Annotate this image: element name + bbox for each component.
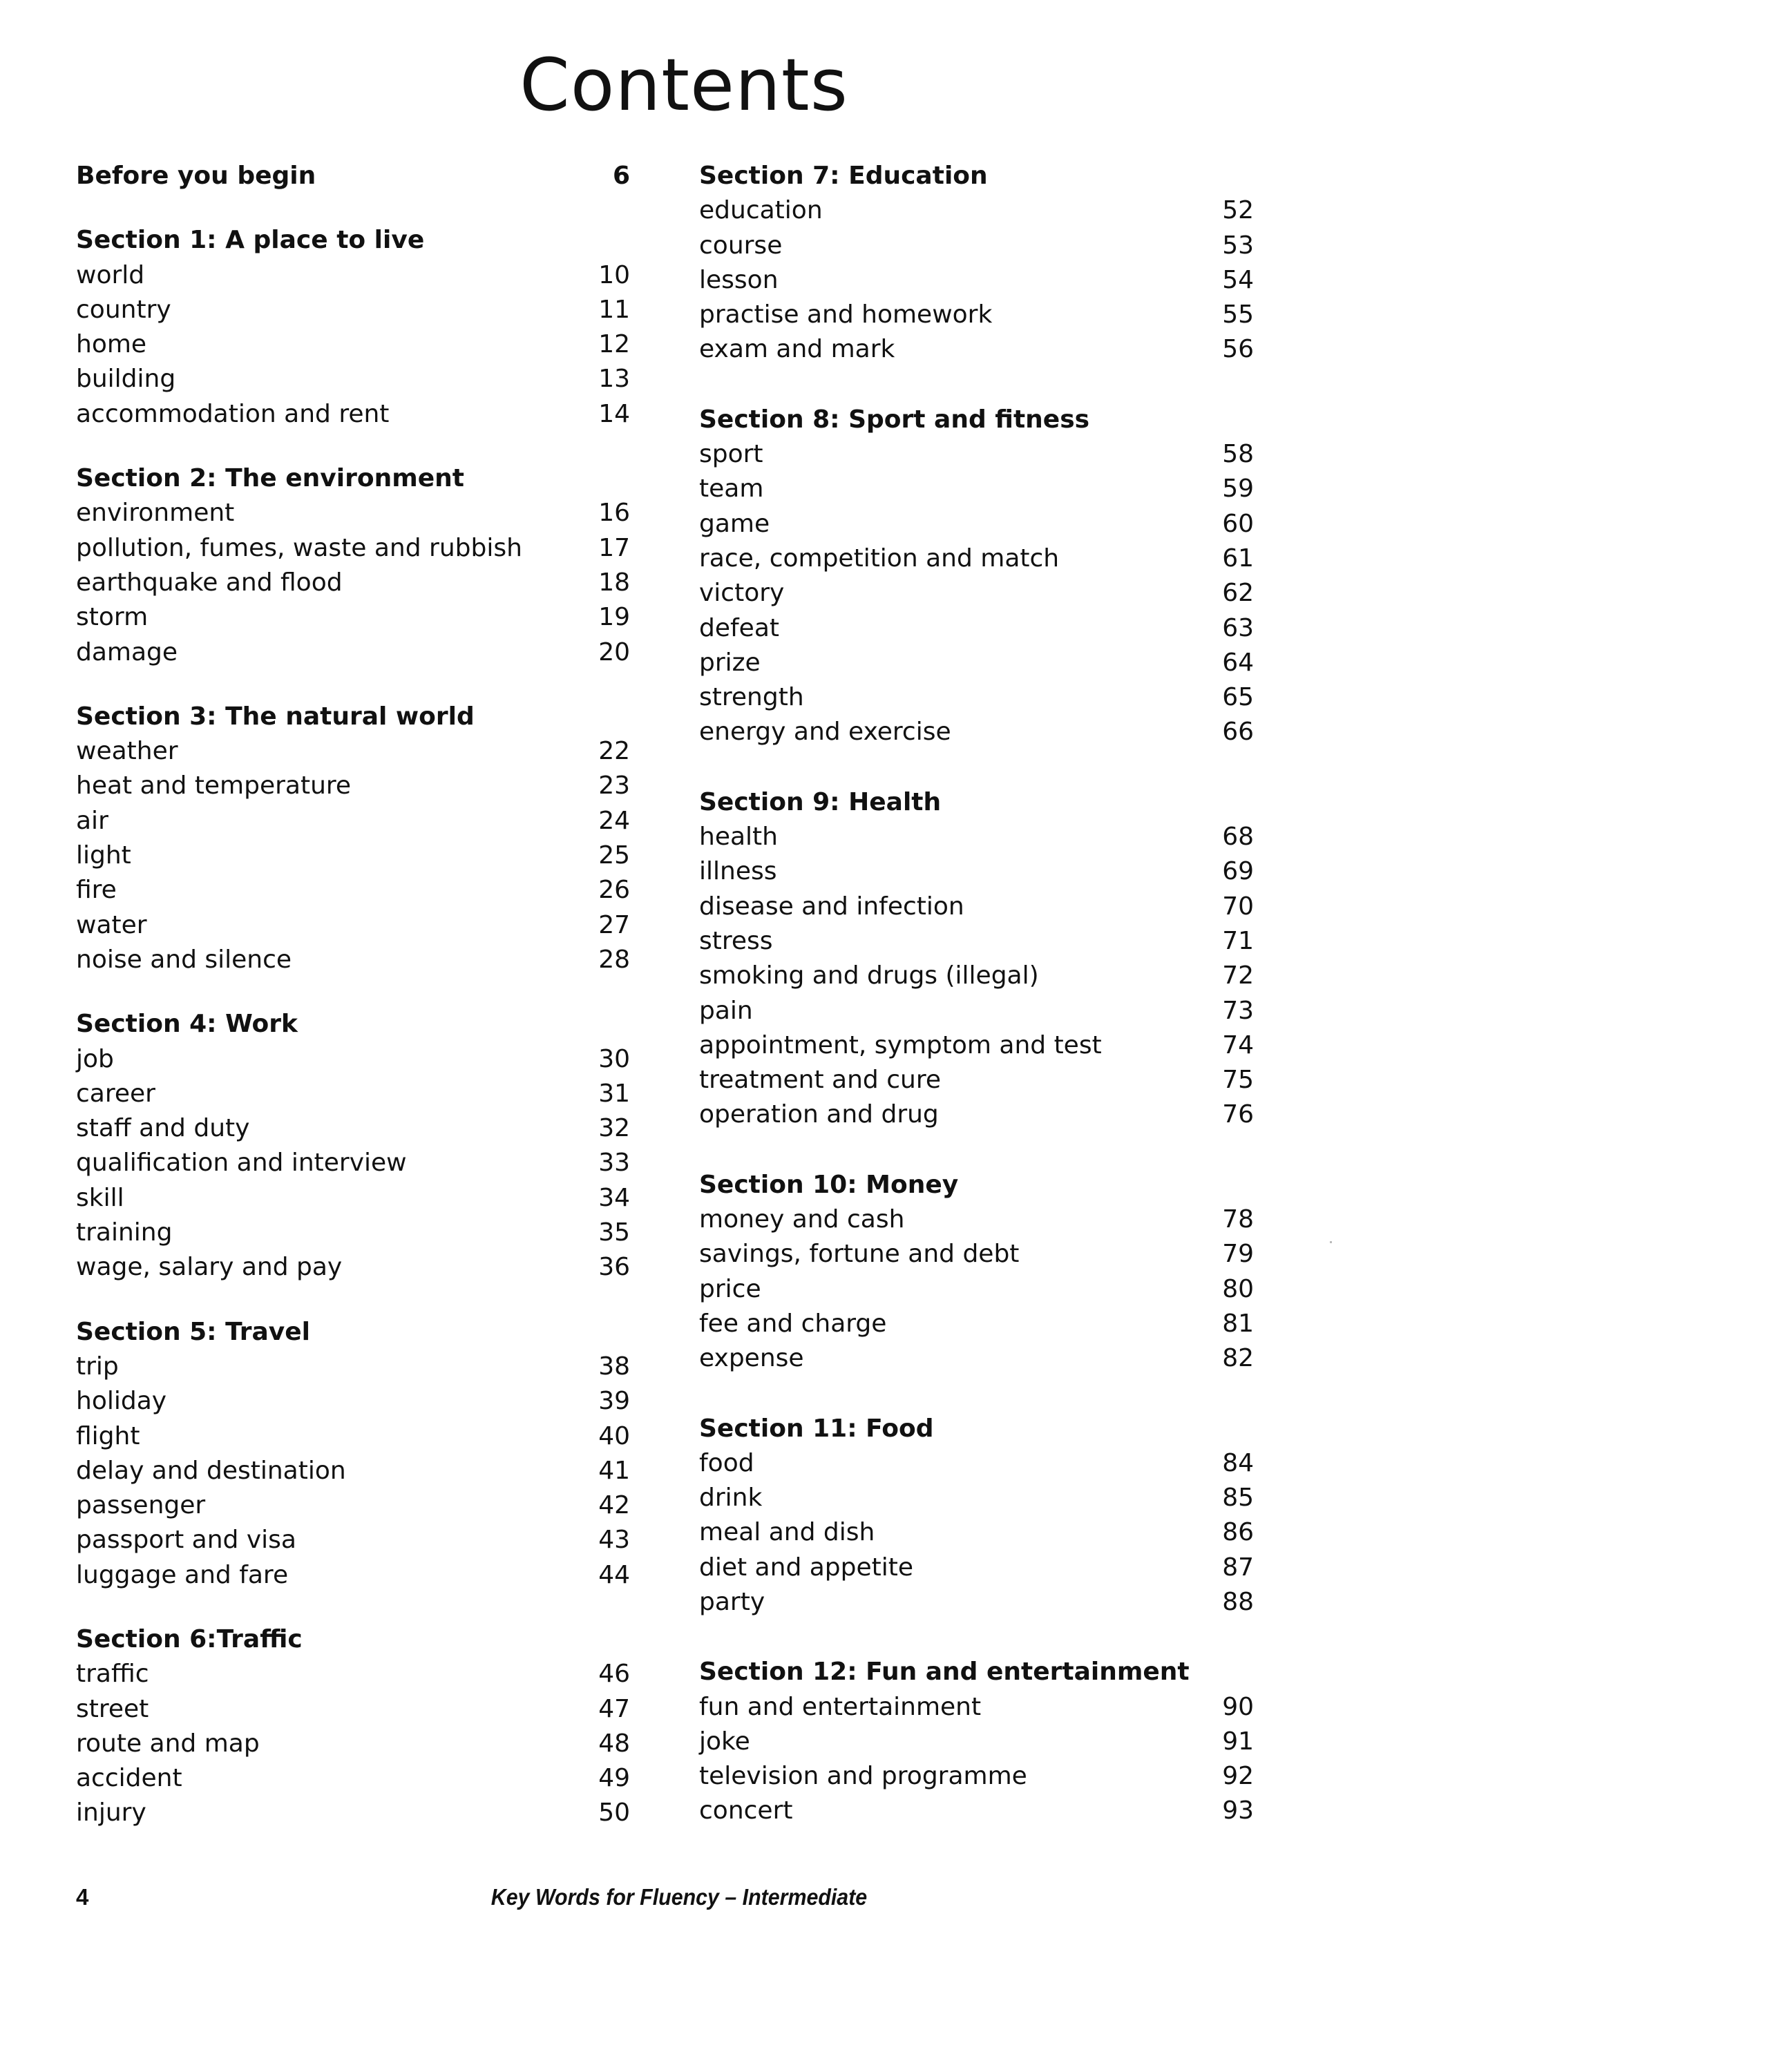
entry-label: holiday [76, 1387, 167, 1416]
toc-entry [76, 397, 630, 432]
entry-label: accommodation and rent [76, 399, 390, 428]
toc-entry [699, 507, 1254, 541]
toc-entry [76, 769, 630, 803]
toc-entry [699, 298, 1254, 332]
entry-label: delay and destination [76, 1456, 346, 1485]
entry-page-number: 41 [598, 1456, 630, 1485]
section-heading-label: Section 12: Fun and entertainment [699, 1658, 1190, 1687]
entry-label: concert [699, 1796, 793, 1825]
entry-page-number: 53 [1222, 231, 1254, 260]
toc-section [76, 1315, 630, 1593]
toc-entry [699, 1307, 1254, 1341]
entry-page-number: 30 [598, 1044, 630, 1073]
toc-section [699, 1655, 1254, 1828]
toc-entry [699, 890, 1254, 924]
section-heading [76, 1315, 630, 1350]
entry-page-number: 87 [1222, 1553, 1254, 1582]
toc-entry [76, 1111, 630, 1146]
toc-section [76, 159, 630, 193]
entry-page-number: 14 [598, 399, 630, 428]
section-heading-label: Before you begin [76, 162, 316, 190]
entry-label: environment [76, 499, 235, 528]
toc-entry [699, 820, 1254, 854]
entry-label: money and cash [699, 1205, 905, 1234]
toc-section [76, 461, 630, 670]
toc-entry [76, 1042, 630, 1077]
entry-page-number: 54 [1222, 265, 1254, 294]
entry-label: job [76, 1044, 114, 1073]
toc-entry [699, 263, 1254, 298]
entry-page-number: 72 [1222, 961, 1254, 990]
section-heading-label: Section 8: Sport and fitness [699, 405, 1090, 434]
entry-page-number: 46 [598, 1660, 630, 1689]
entry-label: course [699, 231, 783, 260]
entry-page-number: 43 [598, 1526, 630, 1555]
entry-page-number: 34 [598, 1183, 630, 1212]
entry-page-number: 31 [598, 1079, 630, 1108]
toc-entry [76, 734, 630, 769]
toc-entry [76, 1454, 630, 1488]
entry-label: injury [76, 1798, 146, 1828]
section-heading-label: Section 7: Education [699, 162, 988, 190]
entry-label: savings, fortune and debt [699, 1240, 1020, 1269]
entry-label: expense [699, 1344, 804, 1373]
entry-page-number: 91 [1222, 1727, 1254, 1756]
section-heading [76, 1007, 630, 1042]
entry-page-number: 44 [598, 1560, 630, 1589]
entry-page-number: 17 [598, 533, 630, 562]
toc-entry [76, 943, 630, 977]
entry-label: pollution, fumes, waste and rubbish [76, 533, 522, 562]
entry-page-number: 11 [598, 295, 630, 324]
section-heading [699, 1168, 1254, 1202]
toc-entry [76, 600, 630, 635]
entry-label: diet and appetite [699, 1553, 914, 1582]
entry-label: operation and drug [699, 1100, 939, 1129]
toc-entry [76, 496, 630, 530]
entry-label: passenger [76, 1491, 206, 1520]
entry-page-number: 69 [1222, 857, 1254, 886]
page-title: Contents [520, 43, 848, 127]
entry-page-number: 47 [598, 1694, 630, 1723]
toc-entry [76, 908, 630, 943]
toc-entry [699, 1097, 1254, 1132]
entry-label: energy and exercise [699, 718, 951, 747]
toc-entry [699, 1794, 1254, 1828]
toc-entry [699, 576, 1254, 611]
toc-entry [76, 873, 630, 908]
entry-page-number: 39 [598, 1387, 630, 1416]
toc-entry [699, 1202, 1254, 1237]
entry-label: exam and mark [699, 335, 895, 364]
entry-page-number: 20 [598, 637, 630, 666]
entry-page-number: 81 [1222, 1309, 1254, 1338]
toc-section [699, 403, 1254, 750]
toc-entry [76, 838, 630, 873]
toc-entry [699, 193, 1254, 228]
entry-label: education [699, 196, 823, 225]
toc-entry [76, 1796, 630, 1830]
toc-entry [76, 1727, 630, 1761]
toc-entry [699, 959, 1254, 993]
entry-page-number: 52 [1222, 196, 1254, 225]
entry-page-number: 40 [598, 1421, 630, 1450]
entry-label: passport and visa [76, 1526, 296, 1555]
entry-page-number: 88 [1222, 1587, 1254, 1616]
toc-entry [76, 1216, 630, 1250]
entry-page-number: 82 [1222, 1344, 1254, 1373]
section-heading [76, 1622, 630, 1657]
toc-entry [699, 1515, 1254, 1550]
entry-page-number: 84 [1222, 1448, 1254, 1477]
toc-entry [76, 1181, 630, 1216]
entry-label: staff and duty [76, 1114, 250, 1143]
section-heading-label: Section 11: Food [699, 1414, 934, 1443]
entry-page-number: 56 [1222, 335, 1254, 364]
entry-label: illness [699, 857, 777, 886]
entry-page-number: 61 [1222, 544, 1254, 573]
entry-label: fee and charge [699, 1309, 887, 1338]
entry-label: practise and homework [699, 300, 993, 329]
toc-entry [699, 1725, 1254, 1759]
entry-page-number: 27 [598, 910, 630, 939]
entry-label: defeat [699, 613, 779, 642]
entry-page-number: 25 [598, 841, 630, 870]
toc-entry [699, 1272, 1254, 1307]
entry-label: traffic [76, 1660, 149, 1689]
entry-page-number: 78 [1222, 1205, 1254, 1234]
toc-section [699, 785, 1254, 1133]
toc-entry [76, 531, 630, 566]
entry-label: air [76, 806, 108, 835]
section-page-number: 6 [612, 162, 630, 190]
toc-entry [76, 1384, 630, 1419]
toc-entry [699, 646, 1254, 680]
toc-entry [76, 1761, 630, 1796]
entry-page-number: 33 [598, 1149, 630, 1178]
entry-page-number: 66 [1222, 718, 1254, 747]
contents-column-left [76, 159, 630, 1831]
toc-entry [76, 1558, 630, 1593]
entry-page-number: 73 [1222, 996, 1254, 1025]
entry-label: street [76, 1694, 149, 1723]
toc-entry [76, 635, 630, 670]
toc-entry [699, 229, 1254, 263]
toc-entry [76, 1350, 630, 1384]
toc-section [699, 159, 1254, 367]
entry-page-number: 64 [1222, 648, 1254, 677]
entry-label: lesson [699, 265, 779, 294]
toc-section [76, 1622, 630, 1831]
toc-entry [699, 680, 1254, 715]
entry-page-number: 23 [598, 771, 630, 800]
entry-label: game [699, 509, 770, 538]
entry-label: price [699, 1274, 761, 1303]
entry-page-number: 74 [1222, 1030, 1254, 1059]
entry-page-number: 32 [598, 1114, 630, 1143]
toc-entry [699, 715, 1254, 749]
entry-page-number: 76 [1222, 1100, 1254, 1129]
section-heading [699, 1655, 1254, 1689]
toc-section [76, 1007, 630, 1285]
section-heading [699, 785, 1254, 820]
entry-label: victory [699, 579, 785, 608]
entry-page-number: 36 [598, 1253, 630, 1282]
section-heading [76, 159, 630, 193]
entry-label: appointment, symptom and test [699, 1030, 1102, 1059]
scan-speck [1330, 1241, 1332, 1243]
section-heading-label: Section 9: Health [699, 787, 942, 816]
toc-entry [699, 1237, 1254, 1272]
entry-label: wage, salary and pay [76, 1253, 343, 1282]
entry-label: light [76, 841, 131, 870]
entry-label: food [699, 1448, 754, 1477]
toc-section [76, 700, 630, 977]
entry-page-number: 10 [598, 260, 630, 289]
entry-page-number: 19 [598, 603, 630, 632]
entry-label: building [76, 365, 176, 394]
entry-page-number: 35 [598, 1218, 630, 1247]
entry-page-number: 79 [1222, 1240, 1254, 1269]
entry-page-number: 18 [598, 568, 630, 597]
entry-label: country [76, 295, 171, 324]
entry-label: world [76, 260, 145, 289]
entry-label: luggage and fare [76, 1560, 289, 1589]
entry-page-number: 55 [1222, 300, 1254, 329]
entry-label: storm [76, 603, 149, 632]
entry-page-number: 75 [1222, 1066, 1254, 1095]
entry-label: career [76, 1079, 155, 1108]
section-heading [699, 1412, 1254, 1446]
entry-page-number: 70 [1222, 892, 1254, 921]
entry-page-number: 60 [1222, 509, 1254, 538]
entry-label: training [76, 1218, 173, 1247]
toc-entry [699, 1446, 1254, 1481]
entry-label: team [699, 474, 764, 503]
toc-entry [699, 1481, 1254, 1515]
entry-label: damage [76, 637, 178, 666]
entry-label: qualification and interview [76, 1149, 407, 1178]
footer-book-title: Key Words for Fluency – Intermediate [490, 1884, 868, 1910]
footer-page-number: 4 [76, 1884, 89, 1910]
toc-entry [76, 258, 630, 293]
entry-label: weather [76, 737, 178, 766]
entry-label: meal and dish [699, 1518, 875, 1547]
entry-page-number: 42 [598, 1491, 630, 1520]
section-heading [699, 159, 1254, 193]
entry-label: treatment and cure [699, 1066, 941, 1095]
entry-label: drink [699, 1484, 763, 1513]
entry-label: flight [76, 1421, 140, 1450]
toc-section [699, 1412, 1254, 1620]
entry-label: earthquake and flood [76, 568, 343, 597]
toc-entry [699, 1341, 1254, 1376]
section-heading-label: Section 10: Money [699, 1170, 959, 1199]
toc-entry [699, 472, 1254, 506]
toc-entry [76, 566, 630, 600]
section-heading [76, 700, 630, 734]
contents-column-right [699, 159, 1254, 1829]
entry-page-number: 48 [598, 1729, 630, 1758]
toc-entry [699, 1690, 1254, 1725]
entry-page-number: 13 [598, 365, 630, 394]
entry-label: accident [76, 1764, 182, 1793]
entry-page-number: 62 [1222, 579, 1254, 608]
section-heading-label: Section 5: Travel [76, 1317, 310, 1346]
toc-entry [76, 293, 630, 327]
entry-label: route and map [76, 1729, 260, 1758]
toc-entry [699, 1063, 1254, 1097]
toc-entry [76, 1692, 630, 1727]
entry-label: pain [699, 996, 753, 1025]
section-heading-label: Section 4: Work [76, 1010, 298, 1039]
entry-label: strength [699, 683, 804, 712]
toc-entry [699, 437, 1254, 472]
entry-page-number: 26 [598, 876, 630, 905]
toc-section [699, 1168, 1254, 1376]
section-heading [76, 223, 630, 258]
entry-page-number: 22 [598, 737, 630, 766]
entry-label: prize [699, 648, 761, 677]
entry-page-number: 86 [1222, 1518, 1254, 1547]
toc-entry [76, 1488, 630, 1523]
toc-entry [76, 1523, 630, 1557]
entry-label: fire [76, 876, 117, 905]
entry-label: heat and temperature [76, 771, 352, 800]
entry-page-number: 90 [1222, 1692, 1254, 1721]
entry-page-number: 12 [598, 330, 630, 359]
entry-label: trip [76, 1352, 119, 1381]
entry-label: race, competition and match [699, 544, 1060, 573]
entry-page-number: 85 [1222, 1484, 1254, 1513]
toc-entry [699, 1759, 1254, 1794]
entry-label: stress [699, 926, 773, 955]
entry-label: joke [699, 1727, 750, 1756]
section-heading-label: Section 3: The natural world [76, 702, 475, 731]
entry-page-number: 58 [1222, 440, 1254, 469]
toc-entry [76, 1657, 630, 1691]
entry-label: noise and silence [76, 945, 292, 974]
toc-entry [699, 1028, 1254, 1063]
entry-page-number: 71 [1222, 926, 1254, 955]
entry-page-number: 49 [598, 1764, 630, 1793]
entry-page-number: 80 [1222, 1274, 1254, 1303]
toc-entry [76, 327, 630, 362]
entry-page-number: 93 [1222, 1796, 1254, 1825]
toc-entry [699, 541, 1254, 576]
toc-entry [699, 854, 1254, 889]
section-heading [76, 461, 630, 496]
entry-page-number: 28 [598, 945, 630, 974]
section-heading-label: Section 6:Traffic [76, 1624, 303, 1653]
entry-label: television and programme [699, 1762, 1027, 1791]
toc-entry [699, 924, 1254, 959]
toc-entry [699, 1551, 1254, 1585]
entry-page-number: 68 [1222, 823, 1254, 852]
toc-entry [699, 332, 1254, 367]
toc-entry [699, 611, 1254, 646]
entry-label: home [76, 330, 147, 359]
entry-page-number: 92 [1222, 1762, 1254, 1791]
entry-page-number: 59 [1222, 474, 1254, 503]
entry-label: sport [699, 440, 763, 469]
entry-page-number: 65 [1222, 683, 1254, 712]
toc-entry [699, 994, 1254, 1028]
entry-label: disease and infection [699, 892, 964, 921]
section-heading-label: Section 2: The environment [76, 464, 464, 493]
toc-entry [76, 804, 630, 838]
entry-page-number: 38 [598, 1352, 630, 1381]
toc-entry [76, 362, 630, 396]
entry-label: party [699, 1587, 765, 1616]
entry-label: health [699, 823, 778, 852]
entry-label: fun and entertainment [699, 1692, 982, 1721]
toc-section [76, 223, 630, 432]
section-heading-label: Section 1: A place to live [76, 226, 425, 255]
toc-entry [76, 1419, 630, 1454]
toc-entry [699, 1585, 1254, 1620]
entry-label: water [76, 910, 147, 939]
entry-page-number: 16 [598, 499, 630, 528]
toc-entry [76, 1146, 630, 1180]
entry-page-number: 63 [1222, 613, 1254, 642]
toc-entry [76, 1250, 630, 1285]
toc-entry [76, 1077, 630, 1111]
entry-label: skill [76, 1183, 124, 1212]
entry-label: smoking and drugs (illegal) [699, 961, 1039, 990]
entry-page-number: 50 [598, 1798, 630, 1828]
entry-page-number: 24 [598, 806, 630, 835]
section-heading [699, 403, 1254, 437]
